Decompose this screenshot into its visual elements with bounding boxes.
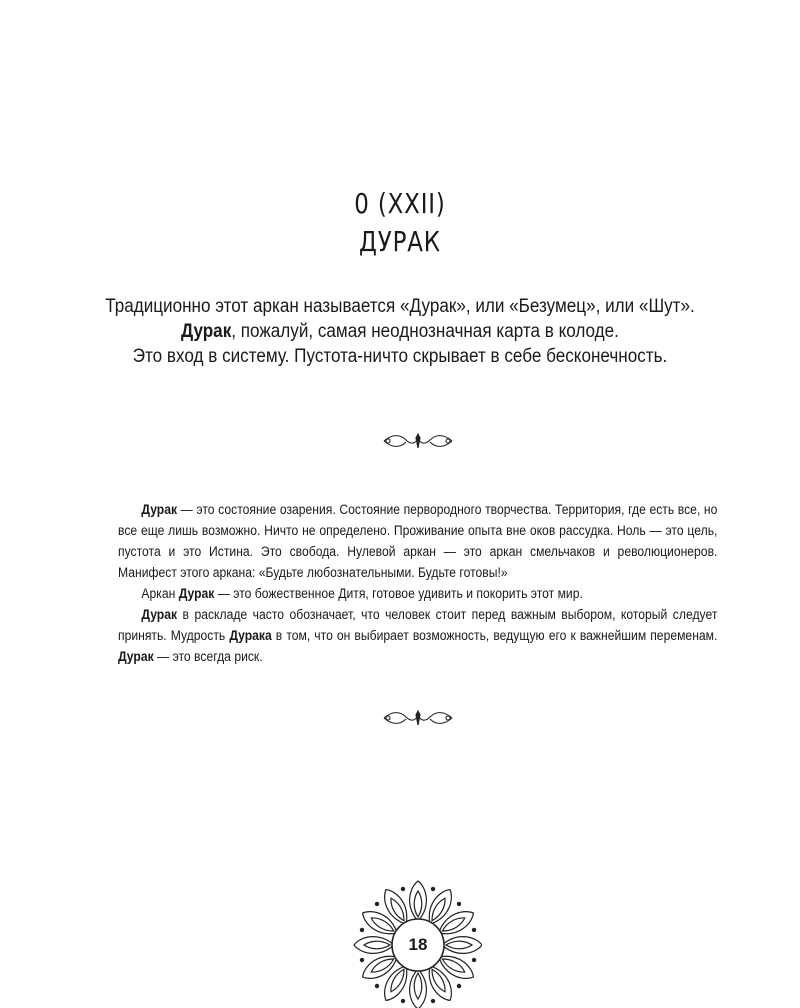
- intro-line-3: Это вход в систему. Пустота-ничто скрывает в себе бесконечность.: [132, 346, 668, 367]
- ornament-divider-icon: [380, 709, 456, 727]
- p1-bold: Дурак: [141, 502, 178, 517]
- intro-line-2-rest: , пожалуй, самая неоднозначная карта в колоде.: [231, 321, 619, 342]
- intro-line-2: [94, 319, 706, 344]
- intro-line-2-bold: Дурак: [181, 321, 232, 342]
- p2-start: Аркан: [141, 586, 179, 601]
- body-text: [118, 499, 717, 667]
- intro-block: [94, 294, 706, 369]
- p3-text-3: — это всегда риск.: [153, 649, 263, 664]
- p3-text-2: в том, что он выбирает возможность, ведущую его к важнейшим переменам.: [271, 628, 718, 643]
- p2-text: — это божественное Дитя, готовое удивить и покорить этот мир.: [214, 586, 583, 601]
- ornament-divider-icon: [380, 432, 456, 450]
- page-number: 18: [408, 935, 428, 954]
- p1-text: — это состояние озарения. Состояние первородного творчества. Территория, где есть все, но все еще лишь возможно. Ничто не определено. Проживание опыта вне оков рассудка. Ноль — это цель, пустота и это Истина. Это свобода. Нулевой аркан — это аркан смельчаков и революционеров. Манифест этого аркана: «Будьте любознательными. Будьте готовы!»: [118, 502, 718, 580]
- p3-text-1: в раскладе часто обозначает, что человек стоит перед важным выбором, который следует принять. Мудрость: [118, 607, 718, 643]
- paragraph-1: [118, 499, 717, 583]
- intro-line-1: Традиционно этот аркан называется «Дурак», или «Безумец», или «Шут».: [105, 296, 695, 317]
- p2-bold: Дурак: [178, 586, 215, 601]
- arcana-title: ДУРАК: [359, 225, 441, 258]
- arcana-number: 0 (XXII): [354, 187, 446, 220]
- p3-bold-1: Дурак: [141, 607, 178, 622]
- p3-bold-2: Дурака: [229, 628, 272, 643]
- paragraph-3: [118, 604, 717, 667]
- p3-bold-3: Дурак: [118, 649, 154, 664]
- paragraph-2: [118, 583, 717, 604]
